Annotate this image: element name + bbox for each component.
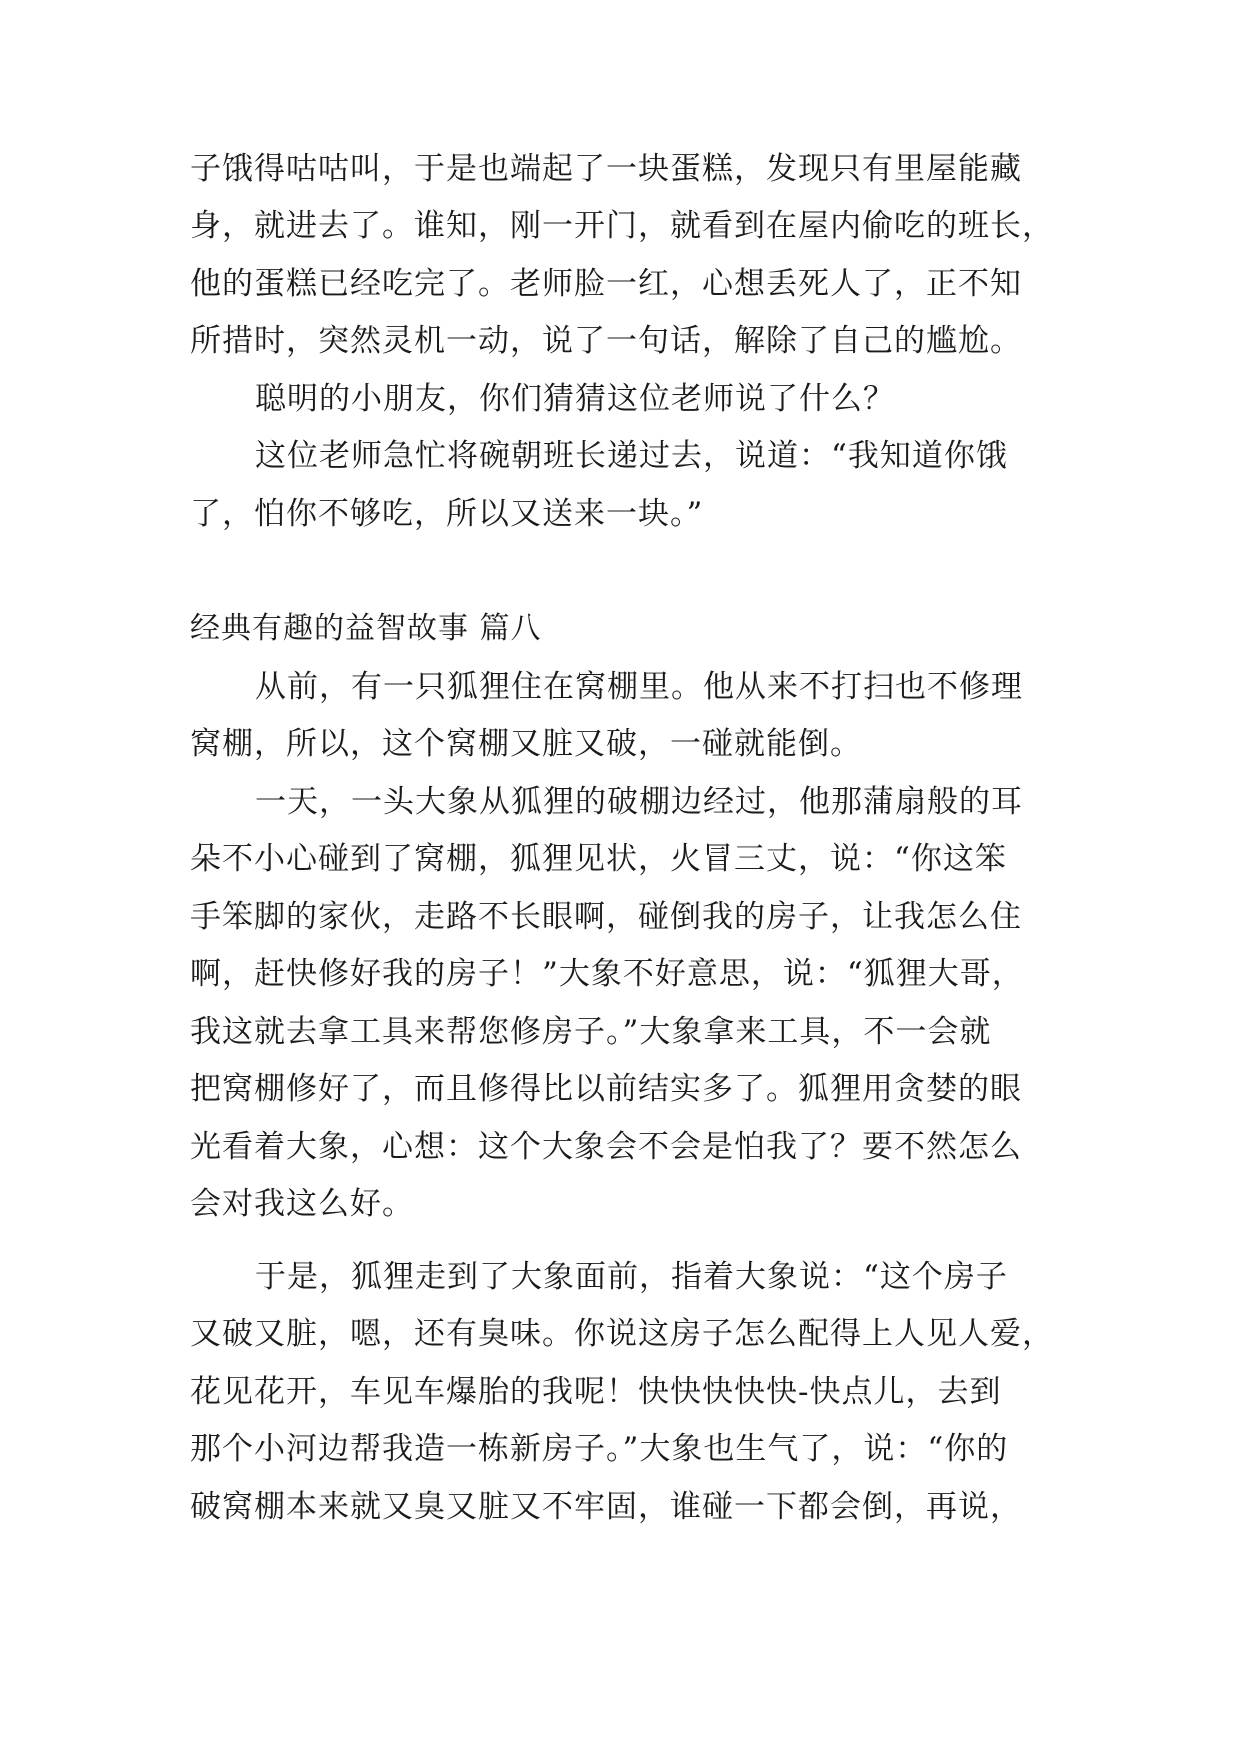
- paragraph-line: 又破又脏，嗯，还有臭味。你说这房子怎么配得上人见人爱，: [190, 1316, 1054, 1352]
- paragraph-line: 这位老师急忙将碗朝班长递过去，说道：“我知道你饿: [255, 438, 1008, 474]
- paragraph-line: 那个小河边帮我造一栋新房子。”大象也生气了，说：“你的: [190, 1431, 1009, 1467]
- paragraph-line: 聪明的小朋友，你们猜猜这位老师说了什么？: [255, 381, 895, 417]
- paragraph-line: 他的蛋糕已经吃完了。老师脸一红，心想丢死人了，正不知: [190, 266, 1022, 302]
- paragraph-line: 破窝棚本来就又臭又脏又不牢固，谁碰一下都会倒，再说，: [190, 1489, 1022, 1525]
- paragraph-line: 身，就进去了。谁知，刚一开门，就看到在屋内偷吃的班长，: [190, 208, 1054, 244]
- paragraph-line: 光看着大象，心想：这个大象会不会是怕我了？要不然怎么: [190, 1129, 1022, 1165]
- section-heading: 经典有趣的益智故事 篇八: [190, 611, 542, 646]
- paragraph-line: 所措时，突然灵机一动，说了一句话，解除了自己的尴尬。: [190, 323, 1022, 359]
- paragraph-line: 一天，一头大象从狐狸的破棚边经过，他那蒲扇般的耳: [255, 784, 1023, 820]
- paragraph-line: 会对我这么好。: [190, 1186, 414, 1222]
- paragraph-line: 窝棚，所以，这个窝棚又脏又破，一碰就能倒。: [190, 726, 862, 762]
- paragraph-line: 子饿得咕咕叫，于是也端起了一块蛋糕，发现只有里屋能藏: [190, 151, 1022, 187]
- paragraph-line: 花见花开，车见车爆胎的我呢！快快快快快-快点儿，去到: [190, 1374, 1002, 1410]
- paragraph-line: 手笨脚的家伙，走路不长眼啊，碰倒我的房子，让我怎么住: [190, 899, 1022, 935]
- paragraph-line: 了，怕你不够吃，所以又送来一块。”: [190, 496, 704, 532]
- paragraph-line: 把窝棚修好了，而且修得比以前结实多了。狐狸用贪婪的眼: [190, 1071, 1022, 1107]
- paragraph-line: 啊，赶快修好我的房子！”大象不好意思，说：“狐狸大哥，: [190, 956, 1024, 992]
- paragraph-line: 从前，有一只狐狸住在窝棚里。他从来不打扫也不修理: [255, 669, 1023, 705]
- paragraph-line: 于是，狐狸走到了大象面前，指着大象说：“这个房子: [255, 1259, 1008, 1295]
- paragraph-line: 我这就去拿工具来帮您修房子。”大象拿来工具，不一会就: [190, 1014, 992, 1050]
- paragraph-line: 朵不小心碰到了窝棚，狐狸见状，火冒三丈，说：“你这笨: [190, 841, 1007, 877]
